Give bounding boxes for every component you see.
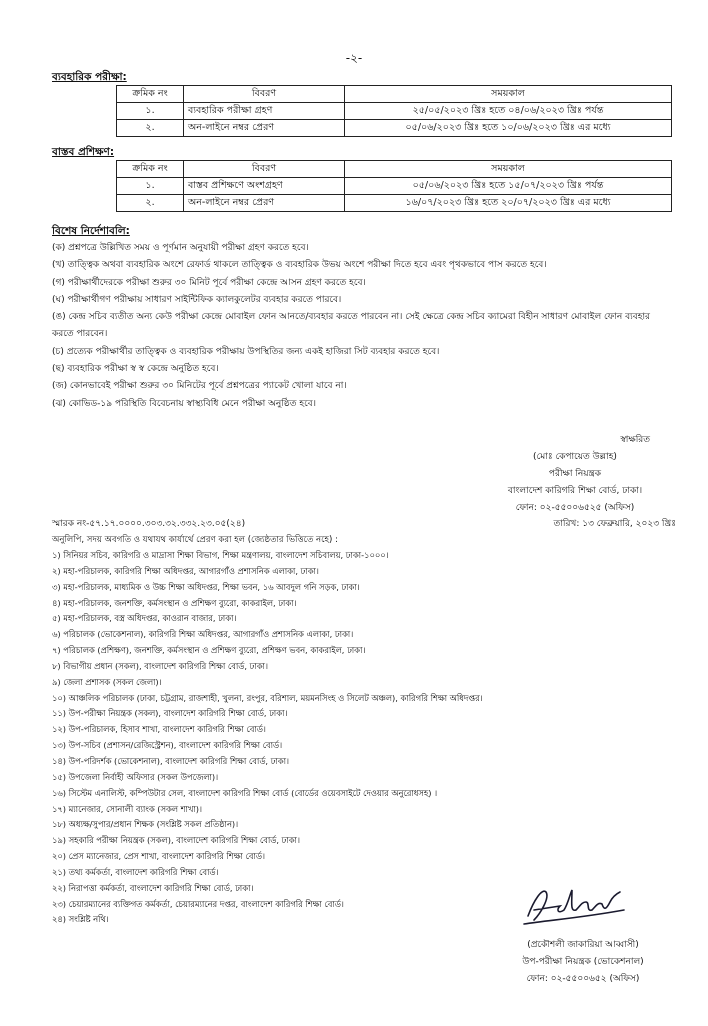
- header-description: বিবরণ: [184, 86, 345, 103]
- copy-to-item: ১৭) ম্যানেজার, সোনালী ব্যাংক (সকল শাখা)।: [52, 803, 202, 814]
- cell-period: ১৬/০৭/২০২৩ খ্রিঃ হতে ২০/০৭/২০২৩ খ্রিঃ এর মধ্যে: [345, 195, 672, 212]
- copy-to-list: [52, 548, 692, 928]
- instruction-item: (খ) তাত্ত্বিক অথবা ব্যবহারিক অংশে রেফার্ড থাকলে তাত্ত্বিক ও ব্যবহারিক উভয় অংশে পরীক্ষা দিতে হবে এবং পৃথকভাবে পাস করতে হবে।: [52, 260, 547, 271]
- signatory-name: (মোঃ কেপায়েত উল্লাহ): [533, 452, 617, 462]
- page-number: -২-: [345, 51, 363, 65]
- cell-serial: ১.: [117, 103, 184, 120]
- cell-period: ০৫/০৬/২০২৩ খ্রিঃ হতে ১৫/০৭/২০২৩ খ্রিঃ পর্যন্ত: [345, 178, 672, 195]
- memo-reference: স্মারক নং-৫৭.১৭.০০০০.৩০৩.৩২.৩৩২.২৩.০৫(২৪): [52, 519, 246, 529]
- special-instructions-title: বিশেষ নির্দেশাবলি:: [52, 225, 130, 237]
- signatory-phone: ফোন: ০২-৫৫০০৬৫২৫ (অফিস): [515, 503, 635, 513]
- copy-to-item: ১৮) অধ্যক্ষ/সুপার/প্রধান শিক্ষক (সংশ্লিষ্ট সকল প্রতিষ্ঠান)।: [52, 819, 239, 830]
- header-description: বিবরণ: [184, 161, 345, 178]
- table-row: [117, 195, 672, 212]
- copy-to-item: ২০) প্রেস ম্যানেজার, প্রেস শাখা, বাংলাদেশ কারিগরি শিক্ষা বোর্ড।: [52, 851, 265, 862]
- copy-to-item: ২৩) চেয়ারম্যানের ব্যক্তিগত কর্মকর্তা, চেয়ারম্যানের দপ্তর, বাংলাদেশ কারিগরি শিক্ষা বোর্ড।: [52, 898, 344, 909]
- table-header-row: [117, 161, 672, 178]
- copy-to-item: ২৪) সংশ্লিষ্ট নথি।: [52, 914, 109, 925]
- signatory-designation: পরীক্ষা নিয়ন্ত্রক: [548, 469, 602, 479]
- instruction-item: (ঝ) কোভিড-১৯ পরিস্থিতি বিবেচনায় স্বাস্থ্যবিধি মেনে পরীক্ষা অনুষ্ঠিত হবে।: [52, 398, 316, 409]
- copy-to-item: ৮) বিভাগীয় প্রধান (সকল), বাংলাদেশ কারিগরি শিক্ষা বোর্ড, ঢাকা।: [52, 660, 268, 671]
- instruction-item: (ছ) ব্যবহারিক পরীক্ষা স্ব স্ব কেন্দ্রে অনুষ্ঠিত হবে।: [52, 364, 219, 375]
- copy-to-item: ১৫) উপজেলা নির্বাহী অফিসার (সকল উপজেলা)।: [52, 771, 219, 782]
- copy-to-item: ২২) নিরাপত্তা কর্মকর্তা, বাংলাদেশ কারিগরি শিক্ষা বোর্ড, ঢাকা।: [52, 882, 254, 893]
- memo-line: [52, 516, 676, 531]
- instruction-item: (জ) কোনভাবেই পরীক্ষা শুরুর ৩০ মিনিটের পূর্বে প্রশ্নপত্রের প্যাকেট খোলা যাবে না।: [52, 381, 347, 392]
- copy-to-item: ২) মহা-পরিচালক, কারিগরি শিক্ষা অধিদপ্তর, আগারগাঁও প্রশাসনিক এলাকা, ঢাকা।: [52, 565, 319, 576]
- copy-to-item: ১৯) সহকারি পরীক্ষা নিয়ন্ত্রক (সকল), বাংলাদেশ কারিগরি শিক্ষা বোর্ড, ঢাকা।: [52, 835, 300, 846]
- instruction-item: (ঙ) কেন্দ্র সচিব ব্যতীত অন্য কেউ পরীক্ষা কেন্দ্রে মোবাইল ফোন আনতে/ব্যবহার করতে পারবেন না। সেই ক্ষেত্রে কেন্দ্র সচিব ক্যামেরা বিহীন সাধারণ মোবাইল ফোন ব্যবহার করতে পারবেন।: [52, 312, 651, 340]
- copy-to-item: ১২) উপ-পরিচালক, হিসাব শাখা, বাংলাদেশ কারিগরি শিক্ষা বোর্ড।: [52, 724, 266, 735]
- copy-to-item: ১৩) উপ-সচিব (প্রশাসন/রেজিস্ট্রেশন), বাংলাদেশ কারিগরি শিক্ষা বোর্ড।: [52, 740, 283, 751]
- table-header-row: [117, 86, 672, 103]
- copy-to-item: ৯) জেলা প্রশাসক (সকল জেলা)।: [52, 676, 162, 687]
- instruction-item: (ঘ) পরীক্ষার্থীগণ পরীক্ষায় সাধারণ সাইন্টিফিক ক্যালকুলেটর ব্যবহার করতে পারবে।: [52, 294, 342, 305]
- copy-to-item: ১৬) সিস্টেম এনালিস্ট, কম্পিউটার সেল, বাংলাদেশ কারিগরি শিক্ষা বোর্ড (বোর্ডের ওয়েবসাইটে দেওয়ার অনুরোধসহ) ।: [52, 787, 438, 798]
- table-row: [117, 178, 672, 195]
- cell-description: বাস্তব প্রশিক্ষণে অংশগ্রহণ: [184, 178, 345, 195]
- special-instructions-list: [52, 240, 664, 413]
- copy-to-intro: অনুলিপি, সদয় অবগতি ও যথাযথ কার্যার্থে প্রেরণ করা হল (জ্যেষ্ঠতার ভিত্তিতে নহে) :: [52, 535, 338, 545]
- practical-exam-table: [116, 85, 672, 137]
- header-period: সময়কাল: [345, 86, 672, 103]
- cell-period: ০৫/০৬/২০২৩ খ্রিঃ হতে ১০/০৬/২০২৩ খ্রিঃ এর মধ্যে: [345, 120, 672, 137]
- cell-serial: ২.: [117, 120, 184, 137]
- header-period: সময়কাল: [345, 161, 672, 178]
- cell-description: অন-লাইনে নম্বর প্রেরণ: [184, 195, 345, 212]
- training-title: বাস্তব প্রশিক্ষণ:: [52, 146, 115, 158]
- training-table: [116, 160, 672, 212]
- signatory-designation: উপ-পরীক্ষা নিয়ন্ত্রক (ভোকেশনাল): [522, 957, 644, 967]
- practical-exam-title: ব্যবহারিক পরীক্ষা:: [52, 71, 127, 83]
- signatory-phone: ফোন: ০২-৫৫০০৬৫২ (অফিস): [526, 974, 640, 984]
- copy-to-item: ১১) উপ-পরীক্ষা নিয়ন্ত্রক (সকল), বাংলাদেশ কারিগরি শিক্ষা বোর্ড, ঢাকা।: [52, 708, 288, 719]
- memo-date: তারিখ: ১৩ ফেব্রুয়ারি, ২০২৩ খ্রিঃ: [553, 519, 676, 529]
- instruction-item: (ক) প্রশ্নপত্রে উল্লিখিত সময় ও পূর্ণমান অনুযায়ী পরীক্ষা গ্রহণ করতে হবে।: [52, 243, 309, 253]
- cell-period: ২৫/০৫/২০২৩ খ্রিঃ হতে ০৪/০৬/২০২৩ খ্রিঃ পর্যন্ত: [345, 103, 672, 120]
- copy-to-item: ৭) পরিচালক (প্রশিক্ষণ), জনশক্তি, কর্মসংস্থান ও প্রশিক্ষণ ব্যুরো, প্রশিক্ষণ ভবন, কাকরাইল, ঢাকা।: [52, 645, 366, 656]
- copy-to-item: ৫) মহা-পরিচালক, বস্ত্র অধিদপ্তর, কাওরান বাজার, ঢাকা।: [52, 613, 237, 624]
- copy-to-item: ৩) মহা-পরিচালক, মাধ্যমিক ও উচ্চ শিক্ষা অধিদপ্তর, শিক্ষা ভবন, ১৬ আবদুল গনি সড়ক, ঢাকা।: [52, 581, 360, 592]
- instruction-item: (চ) প্রত্যেক পরীক্ষার্থীর তাত্ত্বিক ও ব্যবহারিক পরীক্ষায় উপস্থিতির জন্য একই হাজিরা সিট ব্যবহার করতে হবে।: [52, 346, 440, 357]
- cell-description: অন-লাইনে নম্বর প্রেরণ: [184, 120, 345, 137]
- header-serial: ক্রমিক নং: [117, 86, 184, 103]
- copy-to-item: ১০) আঞ্চলিক পরিচালক (ঢাকা, চট্টগ্রাম, রাজশাহী, খুলনা, রংপুর, বরিশাল, ময়মনসিংহ ও সিলেট অঞ্চল), কারিগরি শিক্ষা অধিদপ্তর।: [52, 692, 483, 703]
- cell-serial: ২.: [117, 195, 184, 212]
- copy-to-item: ১) সিনিয়র সচিব, কারিগরি ও মাদ্রাসা শিক্ষা বিভাগ, শিক্ষা মন্ত্রণালয়, বাংলাদেশ সচিবালয়, ঢাকা-১০০০।: [52, 550, 389, 560]
- signatory-org: বাংলাদেশ কারিগরি শিক্ষা বোর্ড, ঢাকা।: [507, 486, 643, 496]
- copy-to-item: ২১) তথ্য কর্মকর্তা, বাংলাদেশ কারিগরি শিক্ষা বোর্ড।: [52, 866, 219, 877]
- copy-to-item: ১৪) উপ-পরিদর্শক (ভোকেশনাল), বাংলাদেশ কারিগরি শিক্ষা বোর্ড, ঢাকা।: [52, 755, 289, 766]
- signed-label: স্বাক্ষরিত: [620, 435, 650, 445]
- copy-to-item: ৬) পরিচালক (ভোকেশনাল), কারিগরি শিক্ষা অধিদপ্তর, আগারগাঁও প্রশাসনিক এলাকা, ঢাকা।: [52, 629, 354, 640]
- signatory-name: (প্রকৌশলী জাকারিয়া আব্বাসী): [527, 940, 639, 950]
- handwritten-signature: [520, 880, 630, 930]
- table-row: [117, 103, 672, 120]
- header-serial: ক্রমিক নং: [117, 161, 184, 178]
- cell-description: ব্যবহারিক পরীক্ষা গ্রহণ: [184, 103, 345, 120]
- instruction-item: (গ) পরীক্ষার্থীদেরকে পরীক্ষা শুরুর ৩০ মিনিট পূর্বে পরীক্ষা কেন্দ্রে আসন গ্রহণ করতে হবে।: [52, 277, 366, 288]
- table-row: [117, 120, 672, 137]
- cell-serial: ১.: [117, 178, 184, 195]
- copy-to-item: ৪) মহা-পরিচালক, জনশক্তি, কর্মসংস্থান ও প্রশিক্ষণ ব্যুরো, কাকরাইল, ঢাকা।: [52, 597, 297, 608]
- signature-block-deputy: [478, 937, 688, 988]
- signature-block-controller: [470, 432, 680, 517]
